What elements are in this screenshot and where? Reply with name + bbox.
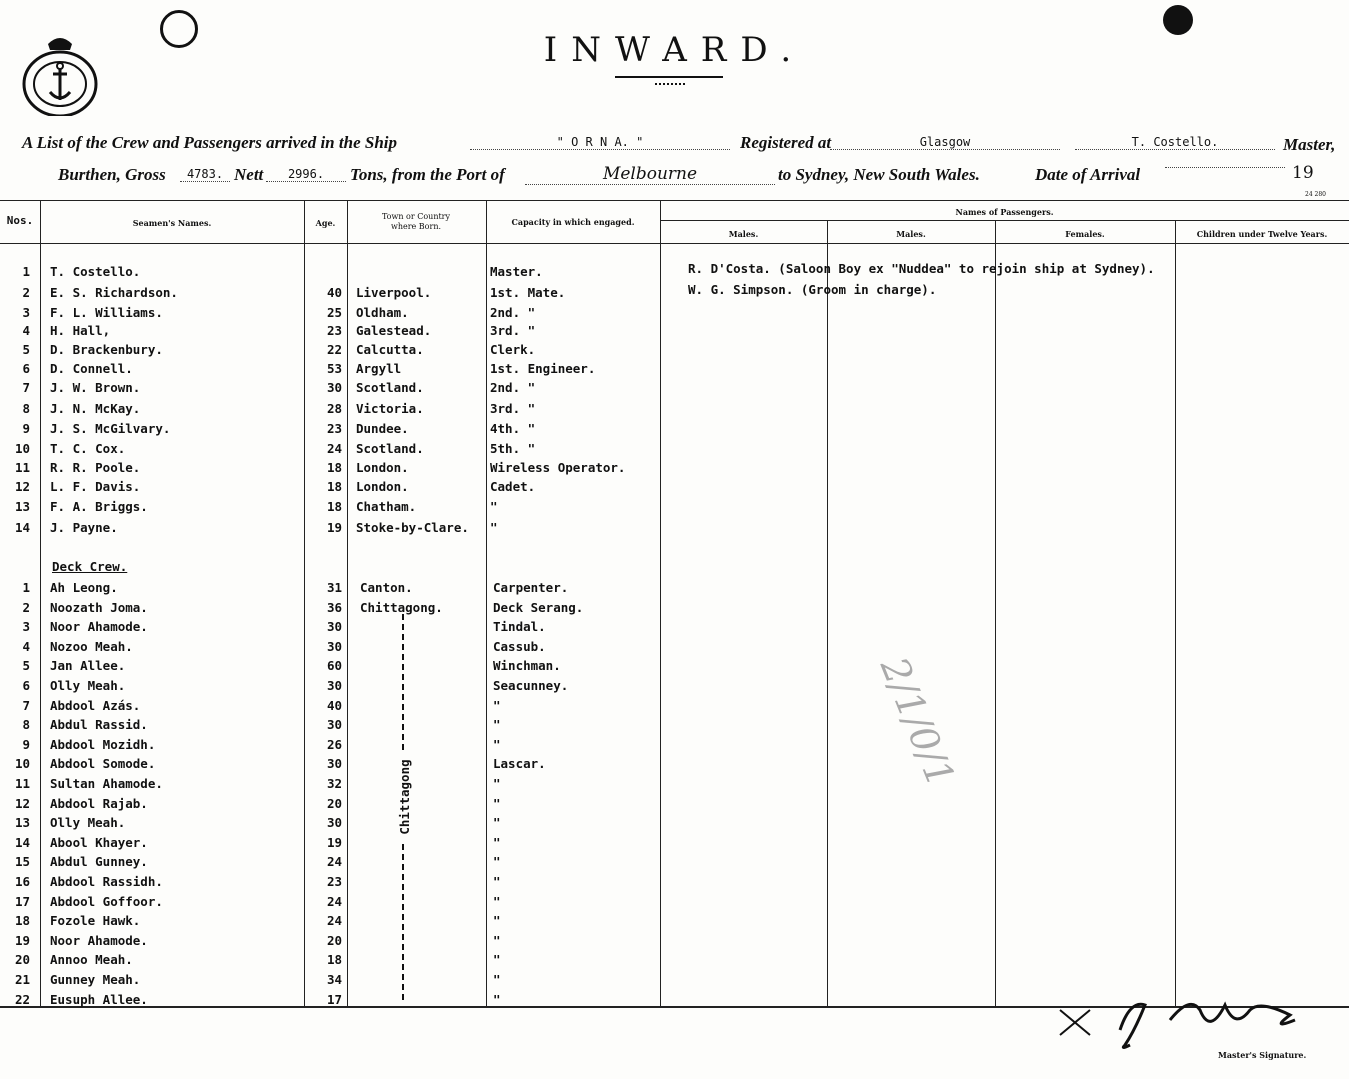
signature-label: Master's Signature.: [1218, 1050, 1307, 1060]
deck_crew-capacity: Carpenter.: [493, 580, 569, 595]
deck_crew-age: 40: [326, 697, 342, 713]
list-heading: A List of the Crew and Passengers arrived in the Ship: [22, 133, 397, 152]
crew-age: 25: [326, 305, 342, 320]
col-header-males: Males.: [728, 229, 759, 239]
crew-capacity: Clerk.: [490, 342, 536, 357]
crew-no: 5: [22, 342, 30, 357]
col-header-capacity: Capacity in which engaged.: [511, 217, 635, 227]
deck_crew-capacity: ": [493, 874, 501, 889]
deck_crew-no: 9: [22, 736, 30, 752]
deck_crew-name: Noozath Joma.: [50, 599, 148, 615]
col-divider-born: [486, 200, 487, 1006]
arrival-label: Date of Arrival: [1035, 165, 1141, 184]
deck_crew-no: 12: [14, 795, 30, 811]
deck_crew-born: Chittagong.: [360, 599, 443, 615]
crew-capacity: ": [490, 520, 498, 535]
deck_crew-age: 30: [326, 815, 342, 831]
nett-label: Nett: [234, 165, 264, 184]
col-divider-males2: [995, 220, 996, 1006]
col-divider-males: [827, 220, 828, 1006]
deck_crew-capacity: ": [493, 932, 501, 948]
passenger-1: R. D'Costa. (Saloon Boy ex "Nuddea" to rejoin ship at Sydney).: [688, 261, 1155, 276]
crew-age: 18: [326, 460, 342, 475]
col-header-passengers: Names of Passengers.: [955, 207, 1054, 217]
crew-born: Argyll: [356, 361, 402, 376]
crew-name: F. A. Briggs.: [50, 499, 148, 514]
crew-age: 28: [326, 401, 342, 416]
deck_crew-capacity: ": [493, 972, 501, 987]
crew-born: Victoria.: [356, 401, 424, 416]
crew-born: Stoke-by-Clare.: [356, 520, 469, 535]
deck_crew-capacity: ": [493, 795, 501, 811]
chittagong-vertical-label: Chittagong: [398, 752, 412, 842]
col-divider-females: [1175, 220, 1176, 1006]
title-rule-dotted: [655, 83, 685, 85]
col-divider-age: [347, 200, 348, 1006]
deck_crew-no: 5: [22, 658, 30, 674]
crew-no: 3: [22, 305, 30, 320]
deck_crew-name: Annoo Meah.: [50, 952, 133, 968]
deck_crew-no: 15: [14, 854, 30, 870]
crew-name: H. Hall,: [50, 323, 111, 338]
col-divider-nos: [40, 200, 41, 1006]
deck_crew-age: 20: [326, 932, 342, 948]
deck_crew-no: 4: [22, 638, 30, 654]
deck_crew-no: 7: [22, 697, 30, 713]
crew-capacity: 1st. Engineer.: [490, 361, 596, 376]
deck_crew-capacity: ": [493, 893, 501, 909]
crew-age: 23: [326, 323, 342, 338]
crew-capacity: Wireless Operator.: [490, 460, 626, 475]
registered-port-field: Glasgow: [830, 135, 1060, 150]
deck_crew-capacity: Deck Serang.: [493, 599, 584, 615]
deck_crew-capacity: Lascar.: [493, 756, 546, 772]
deck_crew-capacity: Seacunney.: [493, 678, 569, 693]
crew-age: 18: [326, 499, 342, 514]
deck_crew-no: 6: [22, 678, 30, 693]
deck_crew-born: Canton.: [360, 580, 413, 595]
arrival-year: 19: [1292, 163, 1314, 183]
crew-no: 13: [14, 499, 30, 514]
pencil-annotation: 2/1/0/1: [871, 651, 964, 793]
crew-name: T. Costello.: [50, 264, 141, 279]
crew-no: 11: [14, 460, 30, 475]
crew-age: 53: [326, 361, 342, 376]
deck_crew-age: 34: [326, 972, 342, 987]
deck_crew-age: 60: [326, 658, 342, 674]
crew-no: 4: [22, 323, 30, 338]
crew-born: Galestead.: [356, 323, 432, 338]
crew-born: Calcutta.: [356, 342, 424, 357]
deck_crew-name: Abool Khayer.: [50, 834, 148, 850]
col-divider-capacity: [660, 200, 661, 1006]
crew-no: 8: [22, 401, 30, 416]
crew-capacity: 3rd. ": [490, 323, 536, 338]
crew-capacity: 1st. Mate.: [490, 285, 566, 300]
deck_crew-name: Jan Allee.: [50, 658, 126, 674]
deck_crew-no: 11: [14, 776, 30, 791]
deck_crew-capacity: Winchman.: [493, 658, 561, 674]
crew-capacity: ": [490, 499, 498, 514]
col-header-children: Children under Twelve Years.: [1196, 229, 1328, 239]
crew-no: 12: [14, 479, 30, 494]
deck_crew-no: 22: [14, 991, 30, 1007]
master-name-field: T. Costello.: [1075, 135, 1275, 150]
deck_crew-name: Eusuph Allee.: [50, 991, 148, 1007]
crew-born: Scotland.: [356, 441, 424, 456]
crew-capacity: 2nd. ": [490, 305, 536, 320]
crew-name: F. L. Williams.: [50, 305, 163, 320]
deck_crew-age: 30: [326, 619, 342, 635]
deck_crew-age: 30: [326, 756, 342, 772]
deck_crew-capacity: ": [493, 736, 501, 752]
deck_crew-capacity: ": [493, 697, 501, 713]
nett-tons-field: 2996.: [266, 167, 346, 182]
crew-age: 23: [326, 421, 342, 436]
deck_crew-name: Abdool Goffoor.: [50, 893, 163, 909]
deck_crew-name: Olly Meah.: [50, 815, 126, 831]
deck_crew-age: 19: [326, 834, 342, 850]
deck_crew-age: 36: [326, 599, 342, 615]
deck_crew-no: 13: [14, 815, 30, 831]
header-bottom-rule: [0, 243, 1349, 244]
deck_crew-name: Gunney Meah.: [50, 972, 141, 987]
deck_crew-name: Sultan Ahamode.: [50, 776, 163, 791]
deck_crew-no: 17: [14, 893, 30, 909]
col-header-females: Females.: [1065, 229, 1105, 239]
burthen-label: Burthen, Gross: [58, 165, 166, 184]
deck_crew-name: Nozoo Meah.: [50, 638, 133, 654]
col-header-age: Age.: [315, 218, 336, 228]
col-header-nos: Nos.: [6, 214, 34, 227]
crew-no: 2: [22, 285, 30, 300]
arrival-date-field: [1165, 167, 1285, 168]
deck_crew-age: 24: [326, 913, 342, 929]
registered-label: Registered at: [740, 133, 832, 152]
crew-born: Scotland.: [356, 380, 424, 395]
tons-from-label: Tons, from the Port of: [350, 165, 505, 184]
deck_crew-no: 16: [14, 874, 30, 889]
crew-no: 14: [14, 520, 30, 535]
crew-capacity: 2nd. ": [490, 380, 536, 395]
deck_crew-no: 20: [14, 952, 30, 968]
crew-capacity: Cadet.: [490, 479, 536, 494]
deck_crew-no: 21: [14, 972, 30, 987]
crew-name: J. S. McGilvary.: [50, 421, 171, 436]
gross-tons-field: 4783.: [180, 167, 230, 182]
crew-no: 6: [22, 361, 30, 376]
crew-no: 10: [14, 441, 30, 456]
crew-no: 7: [22, 380, 30, 395]
table-top-rule: [0, 200, 1349, 201]
deck_crew-age: 24: [326, 893, 342, 909]
deck_crew-no: 2: [22, 599, 30, 615]
crew-name: T. C. Cox.: [50, 441, 126, 456]
crew-capacity: 4th. ": [490, 421, 536, 436]
deck_crew-age: 30: [326, 717, 342, 733]
col-header-males-2: Males.: [896, 229, 926, 239]
col-header-born: Town or Country where Born.: [381, 212, 451, 231]
crew-name: J. W. Brown.: [50, 380, 141, 395]
crew-born: Oldham.: [356, 305, 409, 320]
crew-born: Liverpool.: [356, 285, 432, 300]
deck_crew-age: 31: [326, 580, 342, 595]
deck_crew-name: Abdool Mozidh.: [50, 736, 156, 752]
deck_crew-capacity: ": [493, 854, 501, 870]
deck_crew-age: 24: [326, 854, 342, 870]
crew-age: 30: [326, 380, 342, 395]
crew-name: D. Brackenbury.: [50, 342, 163, 357]
form-title: INWARD.: [543, 30, 806, 70]
crew-name: J. Payne.: [50, 520, 118, 535]
passenger-2: W. G. Simpson. (Groom in charge).: [688, 282, 937, 297]
crew-name: D. Connell.: [50, 361, 133, 376]
crew-name: J. N. McKay.: [50, 401, 141, 416]
deck_crew-name: Abdool Azás.: [50, 697, 141, 713]
deck_crew-name: Abdool Rassidh.: [50, 874, 163, 889]
deck_crew-name: Abdul Rassid.: [50, 717, 148, 733]
crew-capacity: 3rd. ": [490, 401, 536, 416]
form-number: 24 280: [1305, 191, 1326, 198]
deck_crew-capacity: Tindal.: [493, 619, 546, 635]
title-rule: [615, 76, 723, 78]
deck_crew-no: 3: [22, 619, 30, 635]
deck_crew-name: Abdool Rajab.: [50, 795, 148, 811]
deck_crew-no: 19: [14, 932, 30, 948]
crew-name: R. R. Poole.: [50, 460, 141, 475]
deck_crew-name: Fozole Hawk.: [50, 913, 141, 929]
ship-name-field: " O R N A. ": [470, 135, 730, 150]
crew-born: Dundee.: [356, 421, 409, 436]
crew-age: 24: [326, 441, 342, 456]
crew-no: 9: [22, 421, 30, 436]
deck_crew-age: 30: [326, 678, 342, 693]
deck_crew-age: 23: [326, 874, 342, 889]
deck_crew-age: 18: [326, 952, 342, 968]
deck_crew-capacity: ": [493, 913, 501, 929]
deck_crew-capacity: ": [493, 834, 501, 850]
deck_crew-name: Abdul Gunney.: [50, 854, 148, 870]
deck-crew-heading: Deck Crew.: [52, 559, 128, 574]
deck_crew-capacity: ": [493, 776, 501, 791]
deck_crew-name: Noor Ahamode.: [50, 932, 148, 948]
crew-age: 19: [326, 520, 342, 535]
deck_crew-age: 32: [326, 776, 342, 791]
deck_crew-age: 20: [326, 795, 342, 811]
crew-age: 40: [326, 285, 342, 300]
deck_crew-capacity: ": [493, 717, 501, 733]
deck_crew-no: 8: [22, 717, 30, 733]
deck_crew-no: 18: [14, 913, 30, 929]
deck_crew-capacity: ": [493, 815, 501, 831]
deck_crew-capacity: Cassub.: [493, 638, 546, 654]
crew-name: L. F. Davis.: [50, 479, 141, 494]
crew-capacity: Master.: [490, 264, 543, 279]
destination-label: to Sydney, New South Wales.: [778, 165, 980, 184]
deck_crew-age: 17: [326, 991, 342, 1007]
deck_crew-name: Noor Ahamode.: [50, 619, 148, 635]
crew-capacity: 5th. ": [490, 441, 536, 456]
crew-no: 1: [22, 264, 30, 279]
deck_crew-capacity: ": [493, 952, 501, 968]
crew-name: E. S. Richardson.: [50, 285, 178, 300]
crew-age: 18: [326, 479, 342, 494]
from-port-field: Melbourne: [525, 164, 775, 185]
deck_crew-no: 1: [22, 580, 30, 595]
crew-age: 22: [326, 342, 342, 357]
deck_crew-name: Olly Meah.: [50, 678, 126, 693]
passengers-subheader-rule: [660, 220, 1349, 221]
crew-born: London.: [356, 460, 409, 475]
deck_crew-no: 10: [14, 756, 30, 772]
deck_crew-name: Abdool Somode.: [50, 756, 156, 772]
deck_crew-capacity: ": [493, 991, 501, 1007]
deck_crew-age: 30: [326, 638, 342, 654]
crew-born: Chatham.: [356, 499, 417, 514]
col-header-names: Seamen's Names.: [132, 218, 212, 228]
deck_crew-no: 14: [14, 834, 30, 850]
master-label: Master,: [1283, 135, 1336, 154]
deck_crew-age: 26: [326, 736, 342, 752]
crew-born: London.: [356, 479, 409, 494]
deck_crew-name: Ah Leong.: [50, 580, 118, 595]
